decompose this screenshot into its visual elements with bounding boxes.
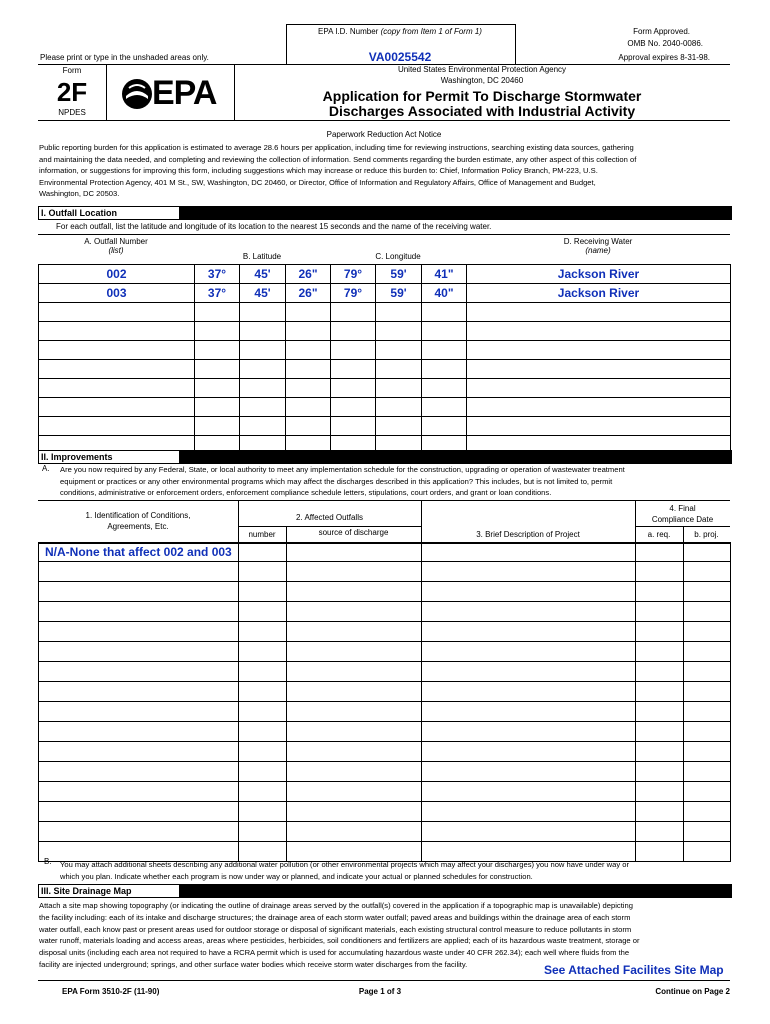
form-title-line-1: Application for Permit To Discharge Stormwater: [322, 88, 642, 104]
empty-cell[interactable]: [287, 662, 422, 682]
empty-row: [39, 562, 731, 582]
header-rule-bottom: [38, 120, 730, 121]
empty-cell[interactable]: [684, 562, 731, 582]
section-1-title: I. Outfall Location: [39, 207, 179, 219]
agency-line-1: United States Environmental Protection Agency: [397, 65, 567, 74]
item-b-text: You may attach additional sheets describing any additional water pollution (or other environmental projects which may affect your discharges) you now have under way or which you plan. Indicate whether each program is now under way or planned, and indicate your actual or planned schedules for construction.: [60, 860, 630, 881]
outfall-number-cell[interactable]: 003: [39, 284, 195, 303]
paperwork-heading: Paperwork Reduction Act Notice: [326, 130, 442, 139]
empty-cell[interactable]: [240, 341, 286, 360]
empty-cell[interactable]: [422, 398, 467, 417]
empty-cell[interactable]: [467, 379, 731, 398]
empty-cell[interactable]: [240, 360, 286, 379]
lon-min-cell[interactable]: 59': [376, 265, 422, 284]
empty-cell[interactable]: [39, 622, 239, 642]
empty-row: [39, 682, 731, 702]
form-title-line-2: Discharges Associated with Industrial Activity: [328, 103, 636, 119]
empty-cell[interactable]: [636, 742, 684, 762]
omb-number: OMB No. 2040-0086.: [627, 39, 703, 48]
empty-cell[interactable]: [684, 662, 731, 682]
empty-cell[interactable]: [684, 782, 731, 802]
empty-cell[interactable]: [636, 562, 684, 582]
empty-row: [39, 303, 731, 322]
empty-cell[interactable]: [195, 322, 240, 341]
empty-cell[interactable]: [239, 722, 287, 742]
empty-cell[interactable]: [239, 702, 287, 722]
lon-sec-cell[interactable]: 40": [422, 284, 467, 303]
col-outfall-header: A. Outfall Number (list): [84, 237, 148, 255]
empty-cell[interactable]: [239, 802, 287, 822]
empty-cell[interactable]: [239, 762, 287, 782]
empty-cell[interactable]: [239, 602, 287, 622]
form-label: Form: [62, 66, 82, 75]
empty-cell[interactable]: [39, 662, 239, 682]
empty-cell[interactable]: [287, 722, 422, 742]
receiving-water-cell[interactable]: Jackson River: [467, 265, 731, 284]
col-source-subheader: source of discharge: [318, 528, 389, 537]
npdes-label: NPDES: [58, 108, 86, 117]
empty-cell[interactable]: [636, 822, 684, 842]
empty-cell[interactable]: [39, 782, 239, 802]
empty-row: [39, 782, 731, 802]
outfall-number-cell[interactable]: 002: [39, 265, 195, 284]
empty-cell[interactable]: [39, 417, 195, 436]
empty-cell[interactable]: [684, 622, 731, 642]
empty-cell[interactable]: [422, 682, 636, 702]
empty-cell[interactable]: [422, 322, 467, 341]
empty-cell[interactable]: [286, 303, 331, 322]
footer-continue: Continue on Page 2: [655, 987, 730, 996]
outfall-row: [39, 265, 731, 284]
empty-cell[interactable]: [287, 782, 422, 802]
empty-cell[interactable]: [422, 562, 636, 582]
empty-cell[interactable]: [195, 341, 240, 360]
empty-cell[interactable]: [239, 662, 287, 682]
empty-cell[interactable]: [684, 802, 731, 822]
empty-cell[interactable]: [331, 398, 376, 417]
empty-cell[interactable]: [376, 379, 422, 398]
empty-cell[interactable]: [636, 762, 684, 782]
lat-sec-cell[interactable]: 26": [286, 265, 331, 284]
empty-cell[interactable]: [39, 602, 239, 622]
empty-cell[interactable]: [286, 360, 331, 379]
empty-cell[interactable]: [684, 682, 731, 702]
source-cell[interactable]: [287, 543, 422, 562]
empty-cell[interactable]: [287, 802, 422, 822]
empty-cell[interactable]: [331, 379, 376, 398]
empty-cell[interactable]: [287, 742, 422, 762]
empty-cell[interactable]: [422, 662, 636, 682]
empty-cell[interactable]: [422, 341, 467, 360]
empty-cell[interactable]: [331, 303, 376, 322]
empty-cell[interactable]: [287, 582, 422, 602]
empty-cell[interactable]: [684, 762, 731, 782]
empty-cell[interactable]: [684, 822, 731, 842]
col-latitude-header: B. Latitude: [242, 252, 282, 261]
empty-cell[interactable]: [422, 742, 636, 762]
empty-row: [39, 822, 731, 842]
empty-cell[interactable]: [39, 582, 239, 602]
empty-row: [39, 582, 731, 602]
empty-cell[interactable]: [467, 360, 731, 379]
epa-logo-text: EPA: [152, 74, 217, 112]
print-instructions: Please print or type in the unshaded areas only.: [40, 53, 209, 62]
lat-sec-cell[interactable]: 26": [286, 284, 331, 303]
agency-line-2: Washington, DC 20460: [440, 76, 524, 85]
epa-id-value[interactable]: VA0025542: [368, 50, 432, 64]
empty-cell[interactable]: [422, 303, 467, 322]
empty-cell[interactable]: [376, 303, 422, 322]
empty-row: [39, 762, 731, 782]
empty-cell[interactable]: [286, 379, 331, 398]
empty-cell[interactable]: [467, 341, 731, 360]
empty-row: [39, 642, 731, 662]
site-map-instructions: Attach a site map showing topography (or indicating the outline of drainage areas served by the outfall(s) covered in the application if a topographic map is unavailable) depicting the facility including: each of its intake and discharge structures; the drainage area of each storm water outfall; paved areas and buildings within the drainage area of each storm water outfall, each know past or present areas used for outdoor storage or disposal of significant materials, each existing structural control measure to reduce pollutants in storm water runoff, materials loading and access areas, areas where pesticides, herbicides, soil conditioners and fertilizers are applied; each of its hazardous waste treatment, storage or disposal units (including each area not required to have a RCRA permit which is used for accumulating hazardous waste under 40 CFR 262.34); each well where fluids from the facility are injected underground; springs, and other surface water bodies which receive storm water discharges from the facility.: [39, 901, 640, 969]
approval-expires: Approval expires 8-31-98.: [618, 53, 710, 62]
empty-cell[interactable]: [376, 322, 422, 341]
empty-cell[interactable]: [331, 360, 376, 379]
empty-cell[interactable]: [287, 762, 422, 782]
empty-row: [39, 742, 731, 762]
lat-deg-cell[interactable]: 37°: [195, 265, 240, 284]
empty-cell[interactable]: [636, 782, 684, 802]
empty-cell[interactable]: [39, 398, 195, 417]
empty-cell[interactable]: [287, 682, 422, 702]
empty-cell[interactable]: [422, 360, 467, 379]
empty-cell[interactable]: [239, 582, 287, 602]
section-3-bottom-rule: [38, 980, 730, 981]
improvement-empty-rows: [39, 562, 731, 862]
lon-min-cell[interactable]: 59': [376, 284, 422, 303]
empty-cell[interactable]: [636, 702, 684, 722]
empty-row: [39, 322, 731, 341]
empty-cell[interactable]: [39, 762, 239, 782]
empty-cell[interactable]: [239, 682, 287, 702]
empty-cell[interactable]: [39, 341, 195, 360]
empty-cell[interactable]: [286, 398, 331, 417]
section-3-title: III. Site Drainage Map: [39, 885, 179, 897]
col-receiving-water-header: D. Receiving Water (name): [563, 237, 633, 255]
empty-cell[interactable]: [287, 642, 422, 662]
improvement-row: [39, 543, 731, 562]
empty-cell[interactable]: [684, 722, 731, 742]
lon-deg-cell[interactable]: 79°: [331, 284, 376, 303]
empty-cell[interactable]: [287, 822, 422, 842]
empty-cell[interactable]: [287, 622, 422, 642]
empty-row: [39, 802, 731, 822]
empty-cell[interactable]: [684, 602, 731, 622]
empty-cell[interactable]: [636, 682, 684, 702]
empty-cell[interactable]: [467, 398, 731, 417]
empty-cell[interactable]: [239, 742, 287, 762]
empty-cell[interactable]: [239, 822, 287, 842]
empty-cell[interactable]: [39, 360, 195, 379]
empty-cell[interactable]: [39, 379, 195, 398]
empty-row: [39, 417, 731, 436]
empty-cell[interactable]: [240, 398, 286, 417]
number-cell[interactable]: [239, 543, 287, 562]
form-approved: Form Approved.: [633, 27, 690, 36]
empty-cell[interactable]: [287, 602, 422, 622]
col-identification-header: 1. Identification of Conditions, Agreements, Etc.: [85, 511, 191, 531]
section-2-bar: [38, 450, 732, 464]
empty-cell[interactable]: [467, 322, 731, 341]
empty-row: [39, 702, 731, 722]
outfall-table: [38, 264, 731, 455]
empty-cell[interactable]: [39, 562, 239, 582]
empty-cell[interactable]: [240, 379, 286, 398]
empty-cell[interactable]: [422, 722, 636, 742]
empty-row: [39, 398, 731, 417]
form-number: 2F: [56, 77, 88, 107]
empty-cell[interactable]: [331, 322, 376, 341]
col-description-header: 3. Brief Description of Project: [476, 530, 580, 539]
empty-cell[interactable]: [376, 417, 422, 436]
col-proj-subheader: b. proj.: [694, 530, 719, 539]
col-longitude-header: C. Longitude: [375, 252, 421, 261]
empty-cell[interactable]: [286, 341, 331, 360]
empty-cell[interactable]: [331, 417, 376, 436]
empty-row: [39, 602, 731, 622]
empty-cell[interactable]: [422, 822, 636, 842]
improvements-table: [38, 542, 731, 862]
empty-cell[interactable]: [636, 802, 684, 822]
empty-cell[interactable]: [240, 417, 286, 436]
empty-cell[interactable]: [239, 642, 287, 662]
empty-cell[interactable]: [39, 822, 239, 842]
paperwork-text: Public reporting burden for this application is estimated to average 28.6 hours per application, including time for reviewing instructions, searching existing data sources, gathering and maintaining the data needed, and completing and reviewing the collection of information. Send comments regarding the burden estimate, any other aspect of this collection of information, or suggestions for improving this form, including suggestions which may increase or reduce this burden to: Chief, Information Policy Branch, PM-223, U.S. Environmental Protection Agency, 401 M St., SW, Washington, DC 20460, or Director, Office of Information and Regulatory Affairs, Office of Management and Budget, Washington, DC 20503.: [39, 143, 637, 198]
receiving-water-cell[interactable]: Jackson River: [467, 284, 731, 303]
empty-cell[interactable]: [287, 702, 422, 722]
empty-cell[interactable]: [39, 802, 239, 822]
empty-cell[interactable]: [39, 303, 195, 322]
empty-cell[interactable]: [39, 682, 239, 702]
empty-row: [39, 360, 731, 379]
lon-sec-cell[interactable]: 41": [422, 265, 467, 284]
identification-cell[interactable]: N/A-None that affect 002 and 003: [39, 543, 239, 562]
empty-cell[interactable]: [422, 622, 636, 642]
empty-cell[interactable]: [376, 360, 422, 379]
empty-cell[interactable]: [422, 417, 467, 436]
empty-cell[interactable]: [422, 582, 636, 602]
lat-min-cell[interactable]: 45': [240, 284, 286, 303]
empty-cell[interactable]: [422, 802, 636, 822]
empty-row: [39, 379, 731, 398]
empty-cell[interactable]: [422, 782, 636, 802]
footer-form-id: EPA Form 3510-2F (11-90): [62, 987, 160, 996]
lat-deg-cell[interactable]: 37°: [195, 284, 240, 303]
empty-cell[interactable]: [240, 322, 286, 341]
empty-cell[interactable]: [239, 782, 287, 802]
empty-cell[interactable]: [636, 582, 684, 602]
empty-cell[interactable]: [240, 303, 286, 322]
empty-cell[interactable]: [376, 398, 422, 417]
description-cell[interactable]: [422, 543, 636, 562]
empty-cell[interactable]: [684, 642, 731, 662]
empty-cell[interactable]: [636, 622, 684, 642]
proj-date-cell[interactable]: [684, 543, 731, 562]
empty-cell[interactable]: [39, 722, 239, 742]
empty-cell[interactable]: [422, 642, 636, 662]
empty-cell[interactable]: [636, 642, 684, 662]
empty-cell[interactable]: [39, 322, 195, 341]
item-a-text: Are you now required by any Federal, State, or local authority to meet any implementation schedule for the construction, upgrading or operation of wastewater treatment equipment or practices or any other environmental programs which may affect the discharges described in this application? This includes, but is not limited to, permit conditions, administrative or enforcement orders, enforcement compliance schedule letters, stipulations, court orders, and grant or loan conditions.: [60, 465, 625, 497]
empty-cell[interactable]: [636, 662, 684, 682]
empty-cell[interactable]: [286, 322, 331, 341]
empty-cell[interactable]: [636, 722, 684, 742]
empty-cell[interactable]: [195, 417, 240, 436]
empty-cell[interactable]: [239, 562, 287, 582]
empty-cell[interactable]: [422, 762, 636, 782]
empty-cell[interactable]: [39, 642, 239, 662]
empty-cell[interactable]: [684, 702, 731, 722]
empty-cell[interactable]: [286, 417, 331, 436]
epa-logo: [120, 76, 230, 112]
empty-cell[interactable]: [195, 379, 240, 398]
col-compliance-header: 4. Final Compliance Date: [651, 504, 714, 524]
empty-cell[interactable]: [195, 360, 240, 379]
form-box-divider: [106, 64, 107, 120]
section-1-bar: [38, 206, 732, 220]
empty-cell[interactable]: [39, 702, 239, 722]
empty-cell[interactable]: [39, 742, 239, 762]
empty-cell[interactable]: [684, 582, 731, 602]
empty-row: [39, 662, 731, 682]
item-b-letter: B.: [44, 857, 52, 866]
empty-cell[interactable]: [422, 602, 636, 622]
empty-cell[interactable]: [684, 742, 731, 762]
empty-cell[interactable]: [195, 398, 240, 417]
empty-cell[interactable]: [239, 622, 287, 642]
empty-cell[interactable]: [287, 562, 422, 582]
outfall-empty-rows: [39, 303, 731, 455]
empty-cell[interactable]: [422, 702, 636, 722]
lon-deg-cell[interactable]: 79°: [331, 265, 376, 284]
footer-page-number: Page 1 of 3: [358, 987, 402, 996]
empty-cell[interactable]: [467, 417, 731, 436]
empty-cell[interactable]: [376, 341, 422, 360]
empty-cell[interactable]: [195, 303, 240, 322]
section-1-instruction: For each outfall, list the latitude and longitude of its location to the nearest 15 seconds and the name of the receiving water.: [56, 222, 492, 231]
section-3-bar: [38, 884, 732, 898]
empty-row: [39, 341, 731, 360]
empty-cell[interactable]: [636, 602, 684, 622]
empty-cell[interactable]: [467, 303, 731, 322]
item-a-letter: A.: [42, 464, 50, 473]
empty-row: [39, 722, 731, 742]
lat-min-cell[interactable]: 45': [240, 265, 286, 284]
outfall-row: [39, 284, 731, 303]
col-number-subheader: number: [248, 530, 276, 539]
section-2-title: II. Improvements: [39, 451, 179, 463]
site-map-answer[interactable]: See Attached Facilites Site Map: [544, 963, 724, 977]
col-req-subheader: a. req.: [647, 530, 671, 539]
req-date-cell[interactable]: [636, 543, 684, 562]
empty-cell[interactable]: [422, 379, 467, 398]
empty-cell[interactable]: [331, 341, 376, 360]
col-affected-outfalls-header: 2. Affected Outfalls: [295, 513, 363, 522]
epa-id-label: EPA I.D. Number (copy from Item 1 of Form 1): [318, 27, 482, 36]
empty-row: [39, 622, 731, 642]
